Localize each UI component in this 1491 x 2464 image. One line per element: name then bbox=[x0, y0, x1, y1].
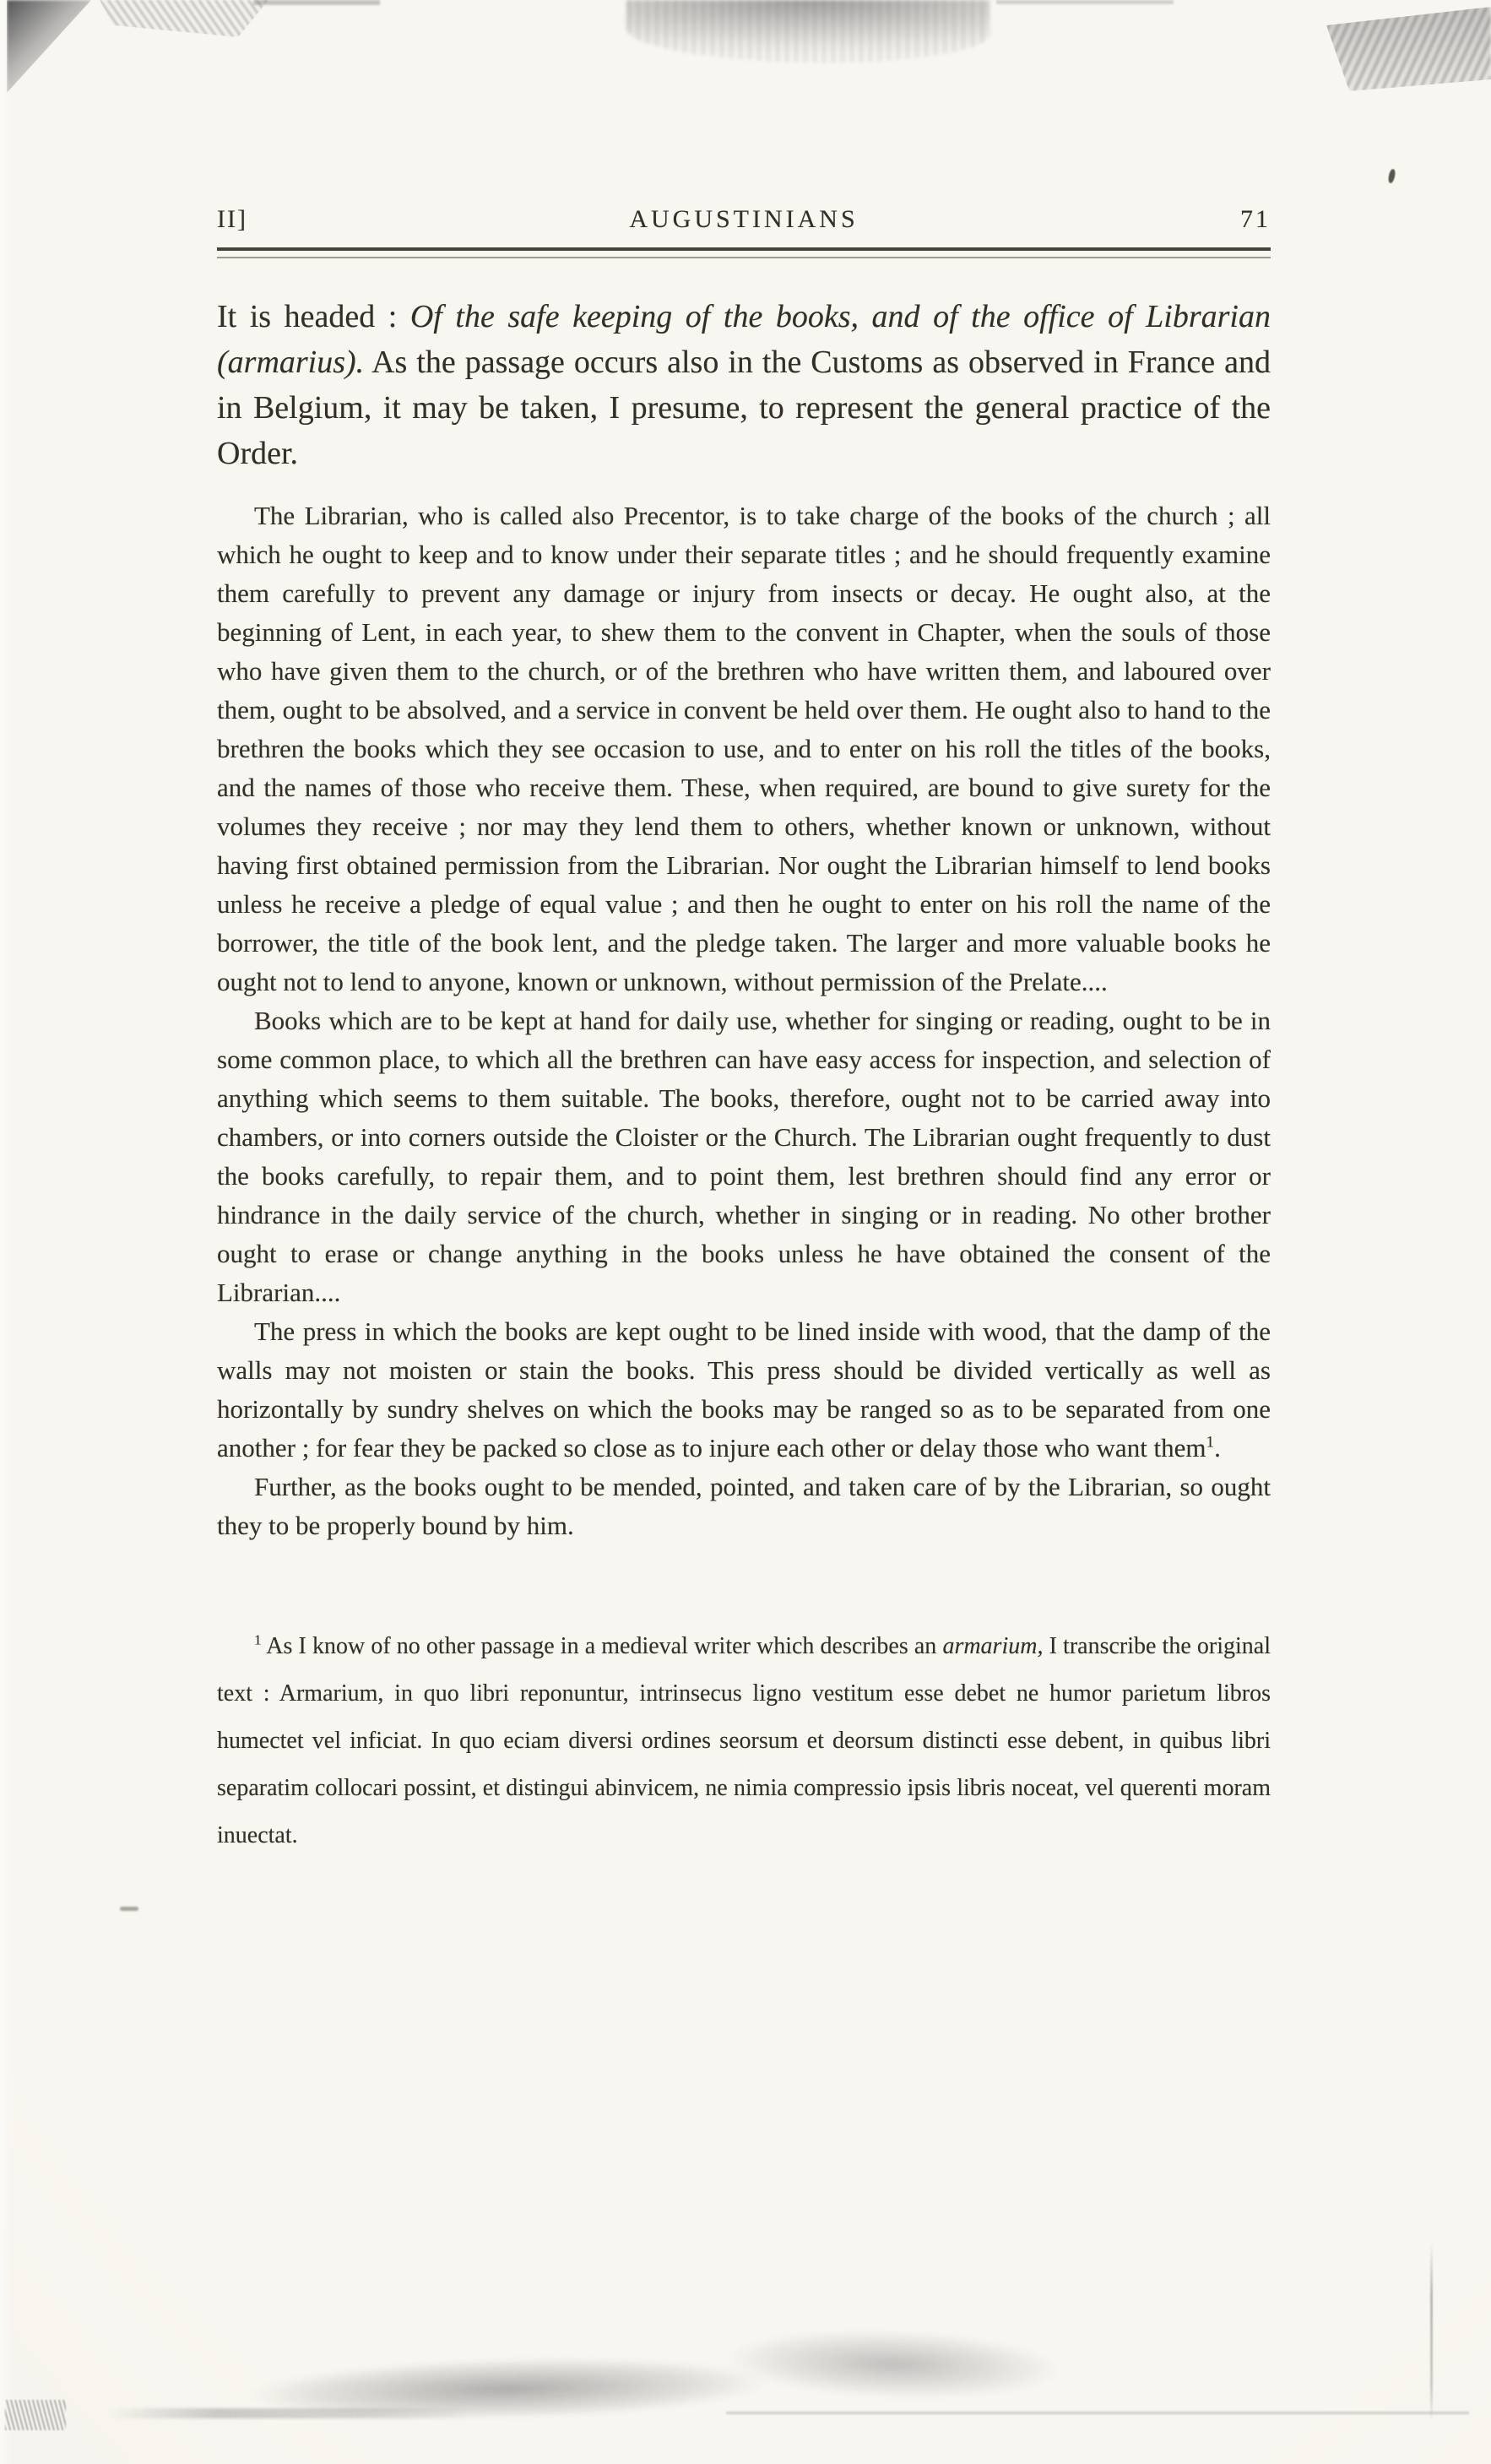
scan-artifact-left-margin-dash bbox=[120, 1907, 138, 1911]
scan-artifact-top-left-fold bbox=[7, 0, 91, 93]
text-segment: The press in which the books are kept ought to be lined inside with wood, that the damp of the walls may not moisten or stain the books. This press should be divided vertically as well as horizontally by sundry shelves on which the books may be ranged so as to be separated from one another ; for fear they be packed so close as to injure each other or delay those who want them bbox=[217, 1316, 1271, 1463]
section-number: II] bbox=[217, 205, 247, 233]
paragraph bbox=[217, 1468, 1271, 1545]
text-segment: I transcribe the original text : Armarium, in quo libri reponuntur, intrinsecus ligno vestitum esse debet ne humor parietum libros humectet vel inficiat. In quo eciam diversi ordines seorsum et deorsum distincti esse debent, in quibus libri separatim collocari possint, et distingui abinvicem, ne nimia compressio ipsis libris noceat, vel querenti moram inuectat. bbox=[217, 1633, 1271, 1848]
scan-artifact-top-right-patch bbox=[1326, 7, 1491, 91]
footnote-reference: 1 bbox=[254, 1631, 262, 1648]
text-segment: Further, as the books ought to be mended, pointed, and taken care of by the Librarian, so ought they to be properly bound by him. bbox=[217, 1472, 1271, 1540]
paragraph bbox=[217, 1312, 1271, 1468]
scan-smudge-bottom-center bbox=[706, 2312, 1080, 2407]
paragraph bbox=[217, 497, 1271, 1001]
page-number: 71 bbox=[1240, 205, 1271, 233]
text-segment: Of the safe keeping of the books, and of the office of Librarian (armarius). bbox=[217, 299, 1271, 380]
text-segment: As the passage occurs also in the Customs as observed in France and in Belgium, it may be taken, I presume, to represent the general practice of the Order. bbox=[217, 345, 1271, 471]
scan-artifact-right-tick-mark bbox=[1387, 168, 1396, 183]
scan-smudge-bottom-streak bbox=[108, 2408, 471, 2418]
scan-artifact-bottom-line bbox=[726, 2412, 1469, 2414]
text-segment: The Librarian, who is called also Precentor, is to take charge of the books of the church ; all which he ought to keep and to know under their separate titles ; and he should frequently examine them carefully to prevent any damage or injury from insects or decay. He ought also, at the beginning of Lent, in each year, to shew them to the convent in Chapter, when the souls of those who have given them to the church, or of the brethren who have written them, and laboured over them, ought to be absolved, and a service in convent be held over them. He ought also to hand to the brethren the books which they see occasion to use, and to enter on his roll the titles of the books, and the names of those who receive them. These, when required, are bound to give surety for the volumes they receive ; nor may they lend them to others, whether known or unknown, without having first obtained permission from the Librarian. Nor ought the Librarian himself to lend books unless he receive a pledge of equal value ; and then he ought to enter on his roll the name of the borrower, the title of the book lent, and the pledge taken. The larger and more valuable books he ought not to lend to anyone, known or unknown, without permission of the Prelate.... bbox=[217, 501, 1271, 996]
footnote bbox=[217, 1623, 1271, 1859]
scan-artifact-top-left-hatch bbox=[100, 0, 268, 37]
text-column bbox=[217, 205, 1271, 1859]
paragraph bbox=[217, 1001, 1271, 1312]
text-segment: It is headed : bbox=[217, 299, 410, 334]
text-segment: armarium, bbox=[942, 1633, 1044, 1659]
text-segment: . bbox=[1214, 1433, 1221, 1463]
running-title: AUGUSTINIANS bbox=[629, 205, 859, 233]
intro-paragraph bbox=[217, 294, 1271, 476]
header-rule bbox=[217, 247, 1271, 258]
body-paragraphs bbox=[217, 497, 1271, 1545]
scan-artifact-top-sliver-right bbox=[996, 0, 1174, 4]
text-segment: As I know of no other passage in a medieval writer which describes an bbox=[261, 1633, 943, 1659]
scan-artifact-right-vertical-line bbox=[1430, 2243, 1433, 2422]
running-head bbox=[217, 205, 1271, 234]
footnote-paragraph bbox=[217, 1623, 1271, 1859]
scan-artifact-top-sliver-left bbox=[253, 0, 380, 5]
footnote-reference: 1 bbox=[1206, 1433, 1215, 1452]
text-segment: Books which are to be kept at hand for daily use, whether for singing or reading, ought to be in some common place, to which all the brethren can have easy access for inspection, and selection of anything which seems to them suitable. The books, therefore, ought not to be carried away into chambers, or into corners outside the Cloister or the Church. The Librarian ought frequently to dust the books carefully, to repair them, and to point them, lest brethren should find any error or hindrance in the daily service of the church, whether in singing or in reading. No other brother ought to erase or change anything in the books unless he have obtained the consent of the Librarian.... bbox=[217, 1006, 1271, 1307]
scan-scribble-bottom-left-corner bbox=[5, 2400, 66, 2430]
scan-artifact-top-center-band bbox=[626, 0, 989, 62]
scan-left-edge-highlight bbox=[0, 0, 12, 2464]
scan-smudge-bottom-left bbox=[237, 2341, 779, 2424]
